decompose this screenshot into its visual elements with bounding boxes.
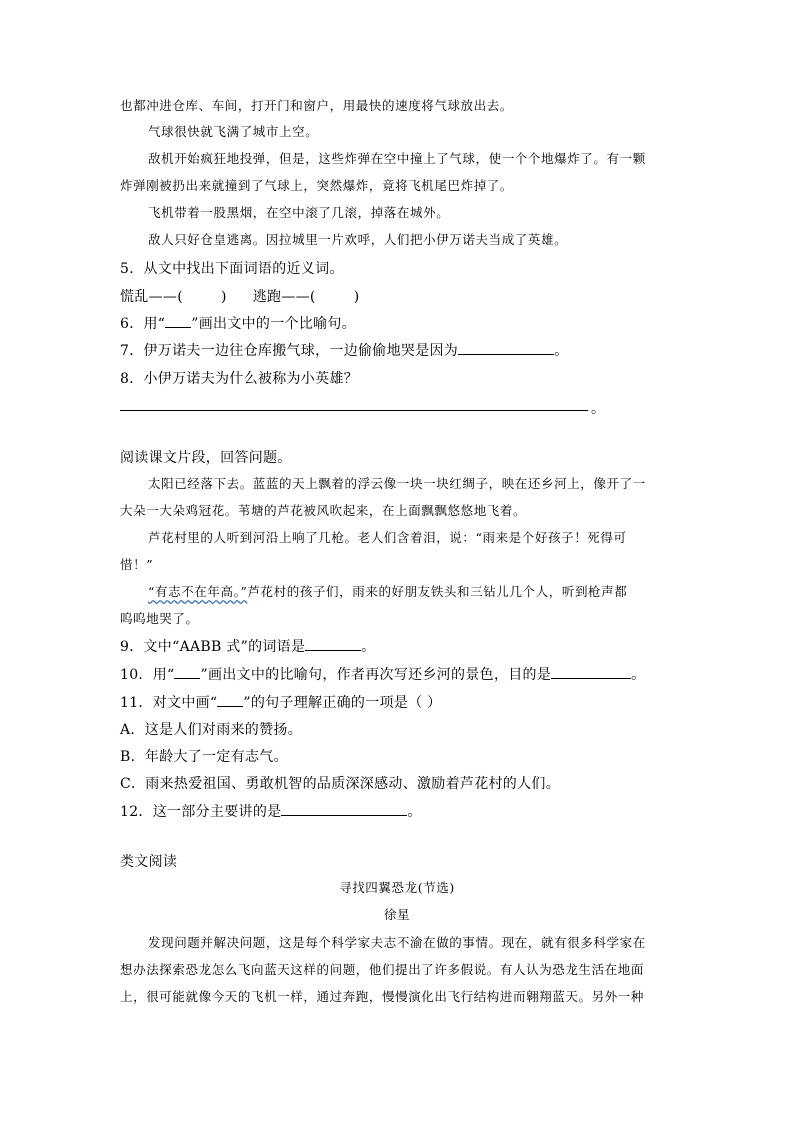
paren-close: ) bbox=[220, 289, 227, 305]
answer-blank[interactable] bbox=[551, 668, 631, 679]
passage1-line: 气球很快就飞满了城市上空。 bbox=[148, 124, 319, 139]
passage2-line: “有志不在年高。”芦花村的孩子们，雨来的好朋友铁头和三钻儿几个人，听到枪声都 bbox=[148, 584, 628, 599]
question-9: 9．文中“AABB 式”的词语是 。 bbox=[120, 639, 376, 655]
answer-blank[interactable] bbox=[305, 640, 361, 651]
question-11: 11．对文中画“ ”的句子理解正确的一项是（ ） bbox=[120, 695, 442, 711]
passage1-line: 炸弹刚被扔出来就撞到了气球上，突然爆炸，竟将飞机尾巴炸掉了。 bbox=[120, 178, 514, 193]
underline-sample bbox=[217, 696, 243, 707]
article-line: 想办法探索恐龙怎么飞向蓝天这样的问题，他们提出了许多假说。有人认为恐龙生活在地面 bbox=[120, 962, 645, 977]
answer-line[interactable] bbox=[120, 410, 588, 411]
question-5: 5．从文中找出下面词语的近义词。 bbox=[120, 261, 344, 277]
paren-close: ) bbox=[353, 289, 360, 305]
question-5-items bbox=[120, 290, 359, 304]
passage1-line: 敌机开始疯狂地投弹，但是，这些炸弹在空中撞上了气球，使一个个地爆炸了。有一颗 bbox=[148, 151, 646, 166]
answer-blank[interactable] bbox=[281, 805, 407, 816]
underline-sample bbox=[165, 317, 191, 328]
question-6: 6．用“ ”画出文中的一个比喻句。 bbox=[120, 316, 357, 332]
option-b[interactable]: B．年龄大了一定有志气。 bbox=[120, 749, 288, 765]
section-heading: 类文阅读 bbox=[120, 854, 178, 870]
passage1-line: 也都冲进仓库、车间，打开门和窗户，用最快的速度将气球放出去。 bbox=[120, 98, 514, 113]
passage1-line: 飞机带着一股黑烟，在空中滚了几滚，掉落在城外。 bbox=[148, 205, 450, 220]
article-line: 发现问题并解决问题，这是每个科学家夫志不渝在做的事情。现在，就有很多科学家在 bbox=[148, 935, 646, 950]
q5-item-b: 逃跑——( bbox=[252, 289, 316, 305]
answer-blank[interactable] bbox=[458, 344, 554, 355]
article-line: 上，很可能就像今天的飞机一样，通过奔跑，慢慢演化出飞行结构进而翱翔蓝天。另外一种 bbox=[120, 989, 645, 1004]
question-7: 7．伊万诺夫一边往仓库搬气球，一边偷偷地哭是因为 。 bbox=[120, 343, 569, 359]
passage1-line: 敌人只好仓皇逃离。因拉城里一片欢呼，人们把小伊万诺夫当成了英雄。 bbox=[148, 232, 568, 247]
q5-item-a: 慌乱——( bbox=[120, 289, 183, 305]
passage2-line: 呜呜地哭了。 bbox=[120, 611, 199, 626]
passage2-line: 太阳已经落下去。蓝蓝的天上飘着的浮云像一块一块红绸子，映在还乡河上，像开了一 bbox=[148, 476, 646, 491]
section-intro: 阅读课文片段，回答问题。 bbox=[120, 450, 292, 466]
article-author: 徐星 bbox=[383, 907, 411, 922]
question-8: 8．小伊万诺夫为什么被称为小英雄？ bbox=[120, 371, 359, 387]
question-10: 10．用“ ”画出文中的比喻句，作者再次写还乡河的景色，目的是 。 bbox=[120, 667, 646, 683]
passage2-line: 大朵一大朵鸡冠花。苇塘的芦花被风吹起来，在上面飘飘悠悠地飞着。 bbox=[120, 503, 527, 518]
period-mark: 。 bbox=[591, 401, 605, 417]
option-a[interactable]: A．这是人们对雨来的赞扬。 bbox=[120, 722, 303, 738]
passage2-line: 芦花村里的人听到河沿上响了几枪。老人们含着泪，说：“雨来是个好孩子！死得可 bbox=[148, 530, 627, 545]
option-c[interactable]: C．雨来热爱祖国、勇敢机智的品质深深感动、激励着芦花村的人们。 bbox=[120, 776, 561, 792]
underline-sample bbox=[174, 668, 200, 679]
wavy-underlined-sentence: “有志不在年高。” bbox=[148, 584, 248, 599]
passage2-line: 惜！” bbox=[120, 557, 154, 572]
question-12: 12．这一部分主要讲的是 。 bbox=[120, 804, 422, 820]
article-title: 寻找四翼恐龙(节选) bbox=[339, 880, 455, 895]
